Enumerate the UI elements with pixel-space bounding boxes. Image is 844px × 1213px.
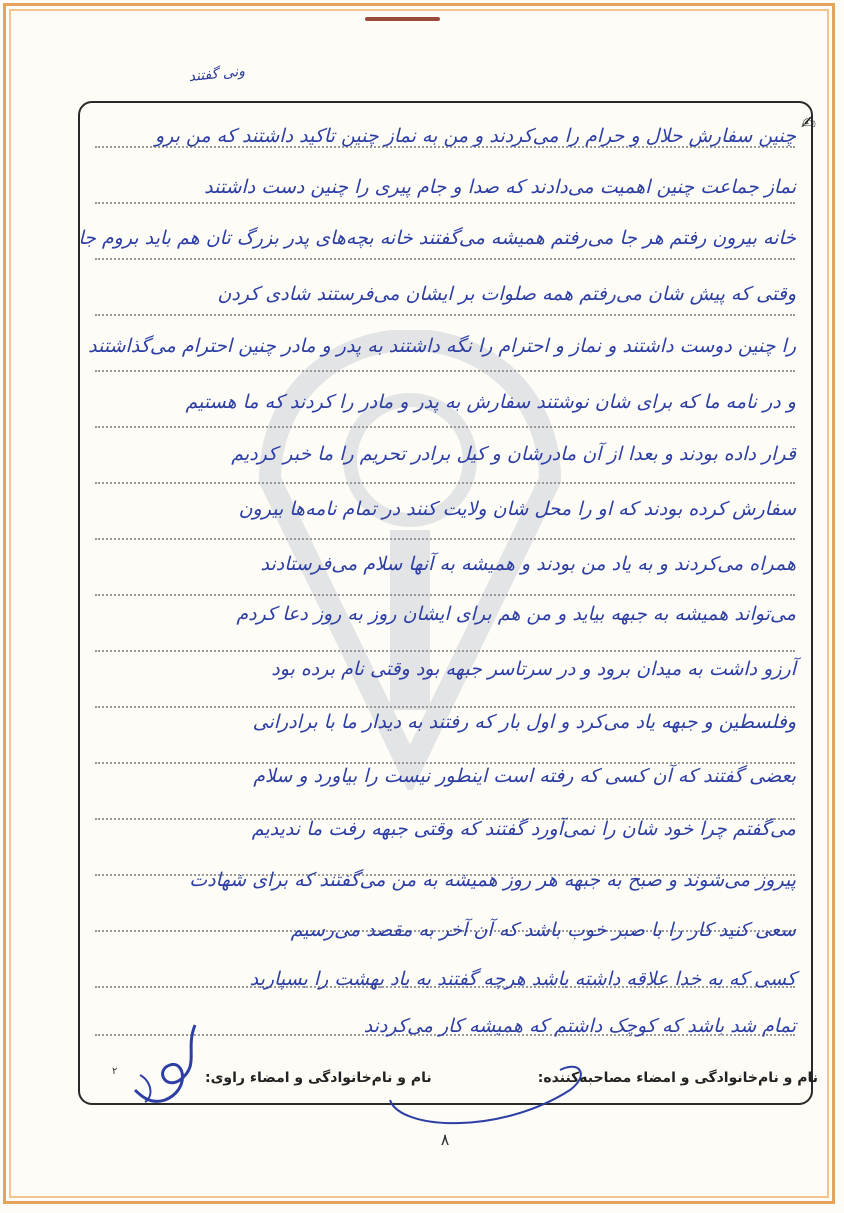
page-number: ۸ xyxy=(440,1130,450,1149)
handwritten-line: را چنین دوست داشتند و نماز و احترام را نگه داشتند به پدر و مادر چنین احترام می‌گذاشتند xyxy=(88,335,796,357)
handwritten-line: می‌گفتم چرا خود شان را نمی‌آورد گفتند که وقتی جبهه رفت ما ندیدیم xyxy=(251,818,796,840)
handwritten-line: می‌تواند همیشه به جبهه بیاید و من هم برای ایشان روز به روز دعا کردم xyxy=(236,603,796,625)
margin-annotation: ونی گفتند xyxy=(187,63,246,86)
pencil-icon: ✍ xyxy=(800,113,816,134)
binding-clip xyxy=(365,17,440,21)
footer-side-mark: ۲ xyxy=(112,1066,118,1077)
handwritten-line: خانه بیرون رفتم هر جا می‌رفتم همیشه می‌گفتند خانه بچه‌های پدر بزرگ تان هم باید بروم جا xyxy=(78,227,796,249)
handwritten-line: وقتی که پیش شان می‌رفتم همه صلوات بر ایشان می‌فرستند شادی کردن xyxy=(217,283,796,305)
handwritten-line: کسی که به خدا علاقه داشته باشد هرچه گفتند به یاد بهشت را بسپارید xyxy=(249,968,796,990)
handwritten-line: پیروز می‌شوند و صبح به جبهه هر روز همیشه به من می‌گفتند که برای شهادت xyxy=(189,869,796,891)
handwritten-line: قرار داده بودند و بعدا از آن مادرشان و کیل برادر تحریم را ما خبر کردیم xyxy=(231,443,796,465)
interviewer-signature xyxy=(380,1040,600,1140)
handwritten-line: تمام شد باشد که کوچک داشتم که همیشه کار می‌کردند xyxy=(363,1015,796,1037)
handwritten-line: وفلسطین و جبهه یاد می‌کرد و اول بار که رفتند به دیدار ما با برادرانی xyxy=(252,711,796,733)
handwritten-line: سفارش کرده بودند که او را محل شان ولایت کنند در تمام نامه‌ها بیرون xyxy=(238,498,796,520)
narrator-signature xyxy=(125,1020,215,1110)
handwritten-line: سعی کنید کار را با صبر خوب باشد که آن آخر به مقصد می‌رسیم xyxy=(290,919,796,941)
handwritten-line: همراه می‌کردند و به یاد من بودند و همیشه به آنها سلام می‌فرستادند xyxy=(260,553,796,575)
narrator-signature-label: نام و نام‌خانوادگی و امضاء راوی: xyxy=(205,1070,432,1086)
handwritten-line: آرزو داشت به میدان برود و در سرتاسر جبهه بود وقتی نام برده بود xyxy=(271,658,796,680)
handwritten-line: بعضی گفتند که آن کسی که رفته است اینطور نیست را بیاورد و سلام xyxy=(253,765,796,787)
interviewer-signature-label: نام و نام‌خانوادگی و امضاء مصاحبه‌کننده: xyxy=(537,1070,818,1086)
handwritten-line: چنین سفارش حلال و حرام را می‌کردند و من به نماز چنین تاکید داشتند که من برو xyxy=(155,125,796,147)
handwritten-line: و در نامه ما که برای شان نوشتند سفارش به پدر و مادر را کردند که ما هستیم xyxy=(185,391,796,413)
handwritten-line: نماز جماعت چنین اهمیت می‌دادند که صدا و جام پیری را چنین دست داشتند xyxy=(204,176,796,198)
